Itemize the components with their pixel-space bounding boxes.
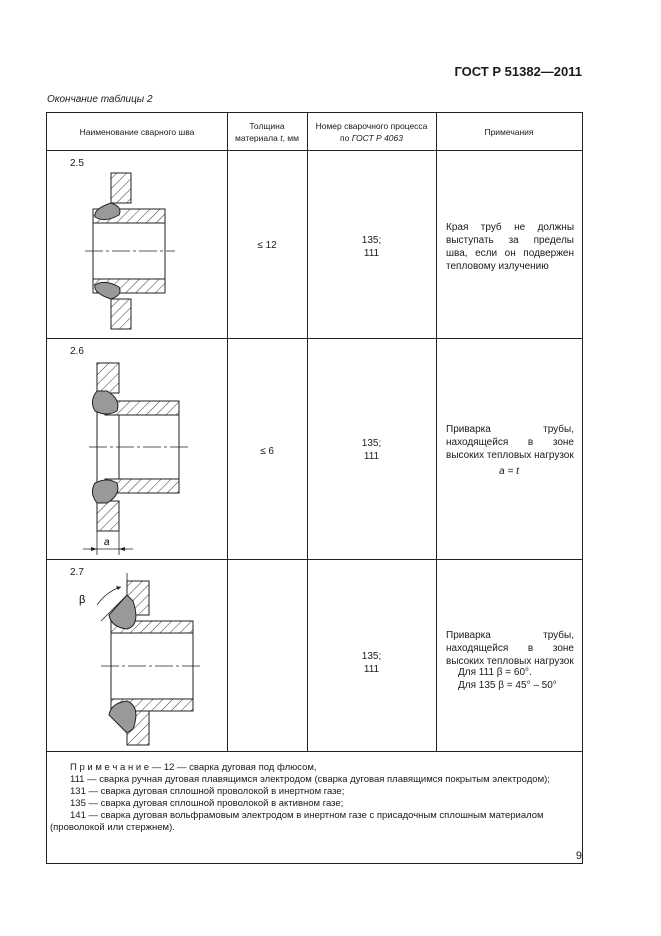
header-process: Номер сварочного процесса по ГОСТ Р 4063 (315, 120, 428, 143)
thickness-value: ≤ 12 (257, 240, 277, 251)
thickness-value: ≤ 6 (260, 446, 274, 457)
weld-drawing-2-7 (71, 573, 226, 753)
row-number: 2.7 (70, 567, 84, 578)
row-number: 2.6 (70, 346, 84, 357)
row-formula: a = t (499, 466, 519, 477)
weld-drawing-2-6 (77, 355, 227, 555)
process-number: 135; 111 (361, 438, 382, 462)
weld-drawing-2-5 (75, 165, 225, 335)
header-weld-name: Наименование сварного шва (79, 126, 195, 137)
row-note: Края труб не должны выступать за пределы шва, если он подвержен тепловому излучению (446, 222, 574, 272)
process-number: 135; 111 (361, 651, 382, 675)
row-number: 2.5 (70, 158, 84, 169)
document-code: ГОСТ Р 51382—2011 (454, 64, 582, 79)
row-note: Приварка трубы, находящейся в зоне высоких тепловых нагрузок (446, 630, 574, 667)
row-note-extra: Для 111 β = 60°. Для 135 β = 45° – 50° (458, 667, 557, 691)
angle-label: β (79, 594, 86, 606)
weld-table (46, 112, 583, 864)
dimension-label: a (104, 537, 110, 548)
process-number: 135; 111 (361, 235, 382, 259)
header-thickness: Толщина материала t, мм (235, 120, 299, 143)
table-notes: П р и м е ч а н и е — 12 — сварка дуговая под флюсом, 111 — сварка ручная дуговая плавящимся электродом (сварка дуговая плавящимся покрытым электродом); 131 — сварка дуговая сплошной проволокой в инертном газе; 135 — сварка дуговая сплошной проволокой в активном газе; 141 — сварка дуговая вольфрамовым электродом в инертном газе с присадочным сплошным материалом (проволокой или стержнем). (50, 762, 550, 833)
header-notes: Примечания (484, 126, 534, 137)
page-number: 9 (575, 850, 582, 862)
table-caption: Окончание таблицы 2 (47, 94, 153, 105)
row-note: Приварка трубы, находящейся в зоне высоких тепловых нагрузок (446, 424, 574, 461)
